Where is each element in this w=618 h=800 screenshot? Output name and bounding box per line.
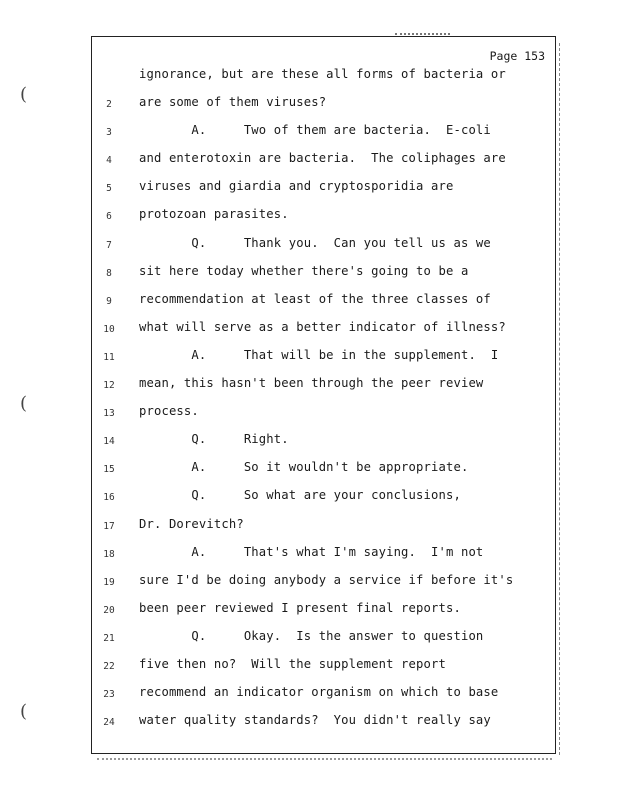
line-number: 9 (106, 295, 112, 307)
line-text: five then no? Will the supplement report (139, 656, 446, 671)
scan-artifact (97, 758, 552, 763)
transcript-line (92, 683, 555, 711)
line-text: recommend an indicator organism on which to base (139, 685, 499, 700)
line-text: ignorance, but are these all forms of bacteria or (139, 67, 506, 81)
transcript-line (92, 374, 555, 402)
line-text: sure I'd be doing anybody a service if before it's (139, 572, 514, 587)
binder-hole-mark: ( (20, 393, 28, 414)
line-text: process. (139, 404, 199, 419)
transcript-page (91, 36, 556, 754)
line-number: 24 (103, 717, 115, 729)
line-text: Dr. Dorevitch? (139, 516, 244, 531)
transcript-line (92, 402, 555, 430)
line-text: protozoan parasites. (139, 207, 289, 222)
line-number: 20 (103, 604, 115, 616)
line-text: are some of them viruses? (139, 95, 327, 110)
transcript-line (92, 346, 555, 374)
transcript-line (92, 65, 555, 93)
line-number: 11 (103, 351, 115, 363)
transcript-line (92, 149, 555, 177)
line-number: 21 (103, 632, 115, 644)
transcript-lines (92, 65, 555, 739)
transcript-line (92, 627, 555, 655)
transcript-line (92, 93, 555, 121)
transcript-line (92, 430, 555, 458)
binder-hole-mark: ( (20, 701, 28, 722)
line-number: 13 (103, 408, 115, 420)
transcript-line (92, 262, 555, 290)
line-number: 5 (106, 183, 112, 195)
line-text: A. So it wouldn't be appropriate. (139, 460, 469, 475)
line-number: 6 (106, 211, 112, 223)
line-number: 10 (103, 323, 115, 335)
line-number: 3 (106, 127, 112, 139)
transcript-line (92, 458, 555, 486)
transcript-line (92, 543, 555, 571)
line-text: mean, this hasn't been through the peer review (139, 376, 484, 391)
transcript-line (92, 486, 555, 514)
transcript-line (92, 571, 555, 599)
line-text: Q. So what are your conclusions, (139, 488, 461, 503)
line-text: Q. Okay. Is the answer to question (139, 628, 484, 643)
line-number: 2 (106, 99, 112, 111)
line-number: 23 (103, 689, 115, 701)
line-text: what will serve as a better indicator of illness? (139, 319, 506, 334)
line-number: 22 (103, 660, 115, 672)
line-text: A. That will be in the supplement. I (139, 347, 499, 362)
binder-hole-mark: ( (20, 84, 28, 105)
line-number: 15 (103, 464, 115, 476)
line-text: and enterotoxin are bacteria. The coliphages are (139, 151, 506, 166)
line-number: 4 (106, 155, 112, 167)
line-text: been peer reviewed I present final reports. (139, 600, 461, 615)
transcript-line (92, 599, 555, 627)
line-number: 16 (103, 492, 115, 504)
line-number: 18 (103, 548, 115, 560)
transcript-line (92, 177, 555, 205)
transcript-line (92, 290, 555, 318)
line-number: 8 (106, 267, 112, 279)
transcript-line (92, 655, 555, 683)
line-text: Q. Thank you. Can you tell us as we (139, 235, 491, 250)
line-text: A. That's what I'm saying. I'm not (139, 544, 484, 559)
line-text: sit here today whether there's going to be a (139, 263, 469, 278)
transcript-line (92, 318, 555, 346)
line-number: 19 (103, 576, 115, 588)
line-text: Q. Right. (139, 432, 289, 447)
line-text: recommendation at least of the three classes of (139, 291, 491, 306)
line-number: 17 (103, 520, 115, 532)
transcript-line (92, 234, 555, 262)
transcript-line (92, 121, 555, 149)
transcript-line (92, 711, 555, 739)
line-text: viruses and giardia and cryptosporidia are (139, 179, 454, 194)
transcript-line (92, 205, 555, 233)
page-number: Page 153 (489, 49, 545, 63)
line-text: A. Two of them are bacteria. E-coli (139, 123, 491, 138)
line-number: 7 (106, 239, 112, 251)
line-text: water quality standards? You didn't really say (139, 713, 491, 728)
line-number: 12 (103, 380, 115, 392)
line-number: 14 (103, 436, 115, 448)
transcript-line (92, 515, 555, 543)
